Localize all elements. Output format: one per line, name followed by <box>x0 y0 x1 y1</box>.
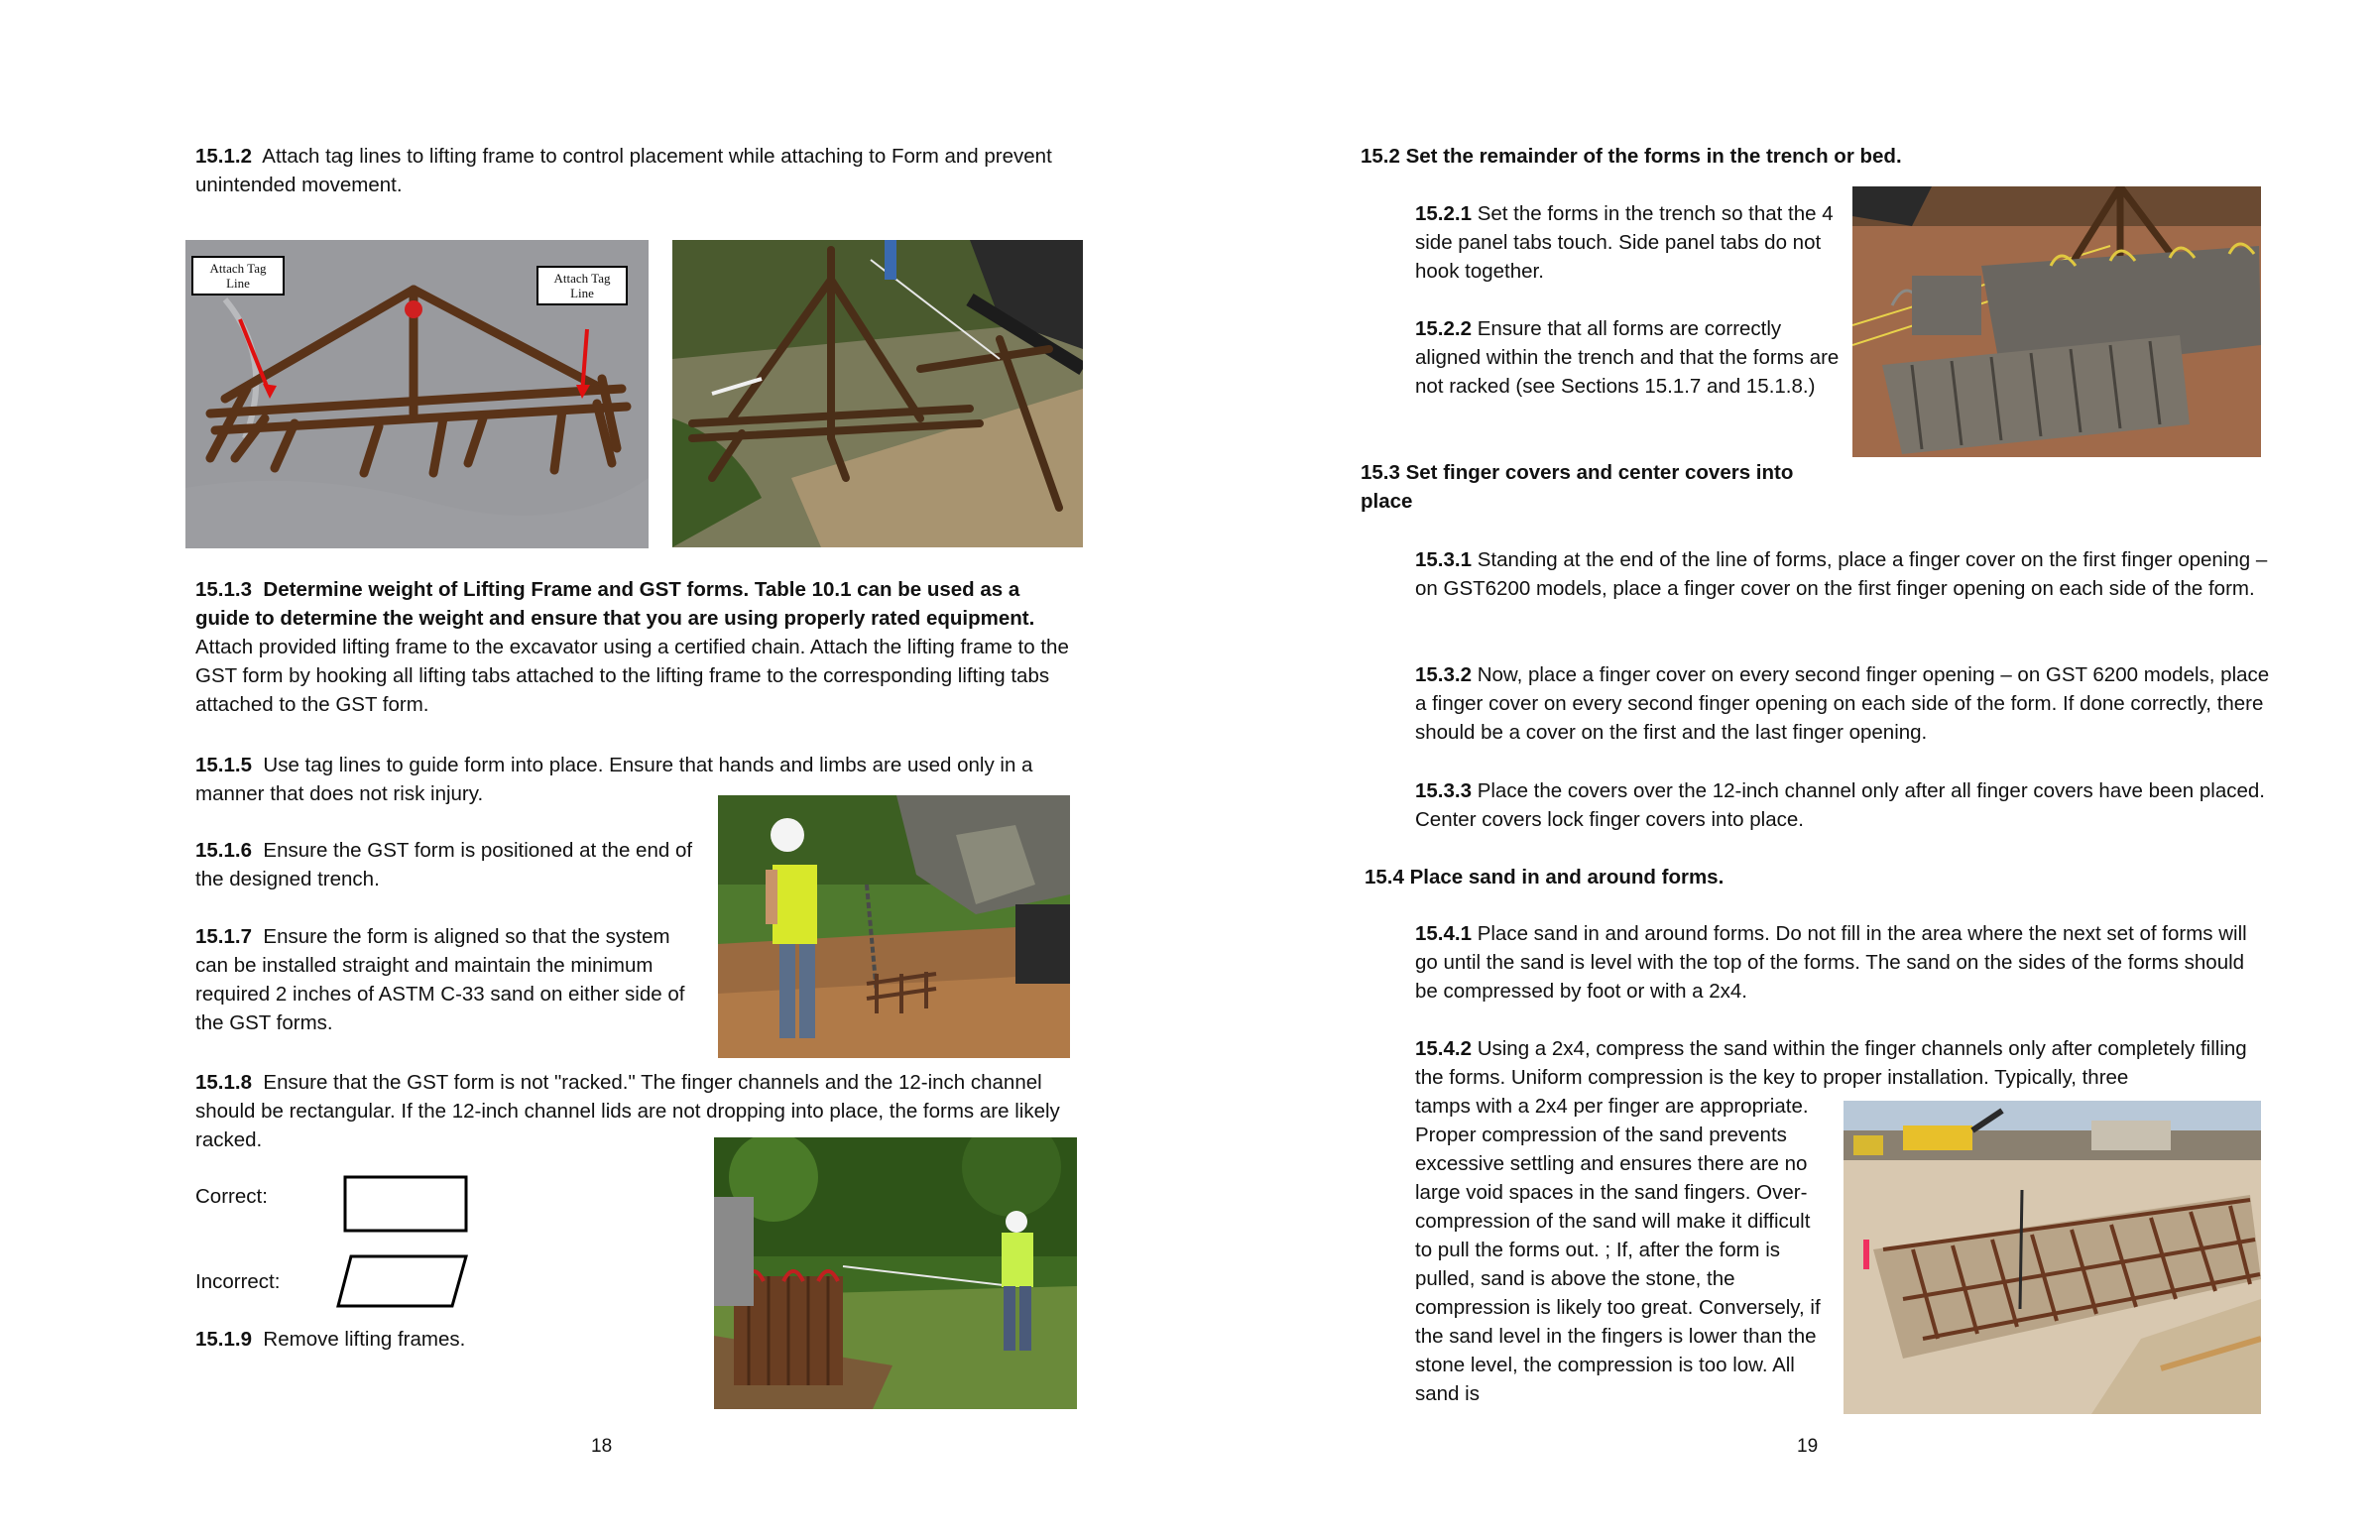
section-number: 15.1.7 <box>195 925 252 948</box>
section-number: 15.3.3 <box>1415 779 1472 802</box>
page-number-left: 18 <box>591 1436 613 1457</box>
section-text: Ensure that the GST form is not "racked." The finger channels and the 12-inch channel should be rectangular. If the 12-inch channel lids are not dropping into place, the forms are likely racked. <box>195 1071 1060 1151</box>
section-15-2-1 <box>1415 199 1846 286</box>
lifting-frame-photo <box>185 240 649 548</box>
section-number: 15.1.8 <box>195 1071 252 1094</box>
section-number: 15.1.9 <box>195 1328 252 1351</box>
section-text: Remove lifting frames. <box>263 1328 466 1351</box>
section-15-4-1 <box>1415 919 2268 1006</box>
section-15-1-3 <box>195 575 1078 719</box>
section-text: Attach tag lines to lifting frame to control placement while attaching to Form and prevent unintended movement. <box>195 145 1052 196</box>
section-number: 15.1.6 <box>195 839 252 862</box>
section-15-3-1 <box>1415 545 2268 603</box>
section-text: Place sand in and around forms. Do not fill in the area where the next set of forms will go until the sand is level with the top of the forms. The sand on the sides of the forms should be compressed by foot or with a 2x4. <box>1415 922 2247 1003</box>
section-text: Standing at the end of the line of forms, place a finger cover on the first finger opening – on GST6200 models, place a finger cover on the first finger opening on each side of the form. <box>1415 548 2268 600</box>
section-15-1-2 <box>195 142 1068 199</box>
section-text: Ensure the form is aligned so that the system can be installed straight and maintain the minimum required 2 inches of ASTM C-33 sand on either side of the GST forms. <box>195 925 685 1034</box>
section-15-3-2 <box>1415 660 2278 747</box>
section-text: Ensure the GST form is positioned at the end of the designed trench. <box>195 839 693 890</box>
section-bold-text: Determine weight of Lifting Frame and GST forms. Table 10.1 can be used as a guide to determine the weight and ensure that you are using properly rated equipment. <box>195 578 1035 630</box>
section-text: Place the covers over the 12-inch channel only after all finger covers have been placed. Center covers lock finger covers into place. <box>1415 779 2265 831</box>
section-15-1-6 <box>195 836 701 893</box>
forms-in-trench-photo <box>1852 186 2261 457</box>
section-number: 15.1.2 <box>195 145 252 168</box>
section-15-3-3 <box>1415 776 2268 834</box>
sand-bed-forms-photo <box>1844 1101 2261 1414</box>
section-number: 15.3.1 <box>1415 548 1472 571</box>
section-15-1-9 <box>195 1325 691 1354</box>
section-15-1-7 <box>195 922 701 1037</box>
section-number: 15.3.2 <box>1415 663 1472 686</box>
frame-over-trench-photo <box>672 240 1083 547</box>
correct-rectangle-diagram <box>343 1175 470 1235</box>
section-15-4-2-continued: tamps with a 2x4 per finger are appropriate. Proper compression of the sand prevents excessive settling and ensures there are no large void spaces in the sand fingers. Over-compression of the sand will make it difficult to pull the forms out. ; If, after the form is pulled, sand is above the stone, the compression is likely too great. Conversely, if the sand level in the fingers is lower than the stone level, the compression is too low. All sand is <box>1415 1095 1821 1405</box>
section-text: Use tag lines to guide form into place. Ensure that hands and limbs are used only in a manner that does not risk injury. <box>195 754 1033 805</box>
section-text: Attach provided lifting frame to the excavator using a certified chain. Attach the lifting frame to the GST form by hooking all lifting tabs attached to the lifting frame to the corresponding lifting tabs attached to the GST form. <box>195 636 1069 716</box>
section-number: 15.2.2 <box>1415 317 1472 340</box>
section-text: Set the forms in the trench so that the 4 side panel tabs touch. Side panel tabs do not hook together. <box>1415 202 1834 283</box>
heading-15-4: 15.4 Place sand in and around forms. <box>1365 866 1725 888</box>
section-number: 15.1.5 <box>195 754 252 776</box>
section-15-2-2 <box>1415 314 1842 401</box>
heading-15-3: 15.3 Set finger covers and center covers into place <box>1361 461 1794 513</box>
callout-attach-tag-line-left: Attach Tag Line <box>191 256 285 296</box>
correct-label: Correct: <box>195 1185 268 1208</box>
page-number-right: 19 <box>1797 1436 1819 1457</box>
heading-15-2: 15.2 Set the remainder of the forms in the trench or bed. <box>1361 145 1902 168</box>
incorrect-parallelogram-diagram <box>335 1254 470 1310</box>
section-15-4-2 <box>1415 1034 2278 1092</box>
section-text: Now, place a finger cover on every second finger opening – on GST 6200 models, place a finger cover on every second finger opening on each side of the form. If done correctly, there should be a cover on the first and the last finger opening. <box>1415 663 2270 744</box>
incorrect-label: Incorrect: <box>195 1270 281 1293</box>
section-text: Ensure that all forms are correctly aligned within the trench and that the forms are not racked (see Sections 15.1.7 and 15.1.8.) <box>1415 317 1840 398</box>
section-number: 15.2.1 <box>1415 202 1472 225</box>
section-text: Using a 2x4, compress the sand within the finger channels only after completely filling the forms. Uniform compression is the key to proper installation. Typically, three <box>1415 1037 2247 1089</box>
worker-chain-photo <box>718 795 1070 1058</box>
section-number: 15.1.3 <box>195 578 252 601</box>
worker-guiding-form-photo <box>714 1137 1077 1409</box>
section-number: 15.4.2 <box>1415 1037 1472 1060</box>
section-number: 15.4.1 <box>1415 922 1472 945</box>
callout-attach-tag-line-right: Attach Tag Line <box>536 266 628 305</box>
